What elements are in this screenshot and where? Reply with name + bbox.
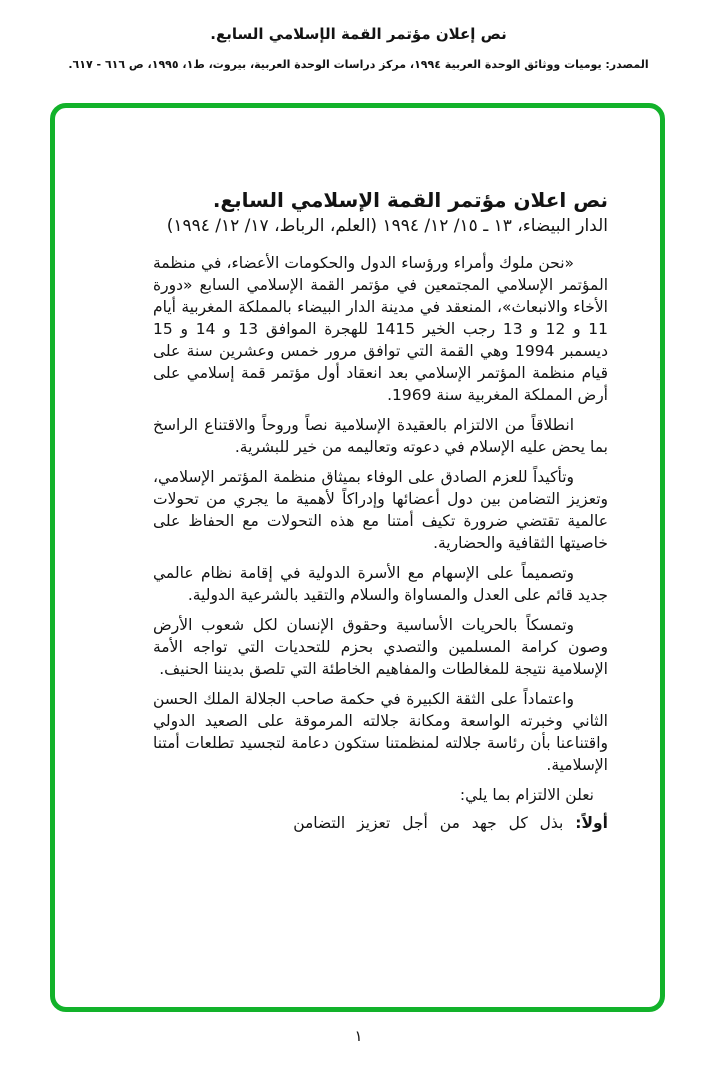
page-header	[0, 0, 717, 71]
paragraph-preamble: «نحن ملوك وأمراء ورؤساء الدول والحكومات الأعضاء، في منظمة المؤتمر الإسلامي المجتمعين في مؤتمر القمة الإسلامي السابع «دورة الأخاء والانبعاث»، المنعقد في مدينة الدار البيضاء بالمملكة المغربية أيام 11 و 12 و 13 رجب الخير 1415 للهجرة الموافق 13 و 14 و 15 ديسمبر 1994 وهي القمة التي توافق مرور خمس وعشرين سنة على قيام منظمة المؤتمر الإسلامي بعد انعقاد أول مؤتمر قمة إسلامي على أرض المملكة المغربية سنة 1969.	[153, 254, 609, 404]
page-number: ١	[354, 1027, 363, 1045]
paragraph-charter: وتأكيداً للعزم الصادق على الوفاء بميثاق منظمة المؤتمر الإسلامي، وتعزيز التضامن بين دول أعضائها وإدراكاً لأهمية ما يجري من تحولات عالمية تقتضي ضرورة تكيف أمتنا مع هذه التحولات مع الحفاظ على خاصيتها الثقافية والحضارية.	[153, 468, 608, 552]
document-frame	[50, 103, 665, 1012]
paragraph-world-order: وتصميماً على الإسهام مع الأسرة الدولية في إقامة نظام عالمي جديد قائم على العدل والمساواة والسلام والتقيد بالشرعية الدولية.	[153, 564, 608, 604]
declaration-item-1	[153, 812, 608, 834]
paragraph-creed: انطلاقاً من الالتزام بالعقيدة الإسلامية نصاً وروحاً والاقتناع الراسخ بما يحض عليه الإسلام في دعوته وتعاليمه من خير للبشرية.	[153, 416, 608, 456]
item-1-ordinal: أولاً:	[575, 814, 608, 832]
document-title: نص اعلان مؤتمر القمة الإسلامي السابع.	[212, 188, 608, 212]
header-source-line: المصدر: يوميات ووثائق الوحدة العربية ١٩٩٤، مركز دراسات الوحدة العربية، بيروت، ط١، ١٩٩٥، ص ٦١٦ - ٦١٧.	[68, 58, 649, 71]
header-title: نص إعلان مؤتمر القمة الإسلامي السابع.	[210, 25, 507, 43]
document-body	[55, 108, 660, 834]
declaration-intro: نعلن الالتزام بما يلي:	[459, 786, 594, 804]
paragraph-king-hassan: واعتماداً على الثقة الكبيرة في حكمة صاحب الجلالة الملك الحسن الثاني وخبرته الواسعة ومكانة جلالته المرموقة على الصعيد الدولي واقتناعنا بأن رئاسة جلالته لمنظمتنا ستكون دعامة لتجسيد تطلعات أمتنا الإسلامية.	[153, 690, 608, 774]
item-1-text: بذل كل جهد من أجل تعزيز التضامن	[293, 814, 564, 832]
paragraph-freedoms: وتمسكاً بالحريات الأساسية وحقوق الإنسان لكل شعوب الأرض وصون كرامة المسلمين والتصدي بحزم للتحديات التي تواجه الأمة الإسلامية نتيجة للمغالطات والمفاهيم الخاطئة التي تلصق بديننا الحنيف.	[153, 616, 608, 678]
document-subtitle: الدار البيضاء، ١٣ ـ ١٥/ ١٢/ ١٩٩٤ (العلم، الرباط، ١٧/ ١٢/ ١٩٩٤)	[166, 216, 608, 236]
